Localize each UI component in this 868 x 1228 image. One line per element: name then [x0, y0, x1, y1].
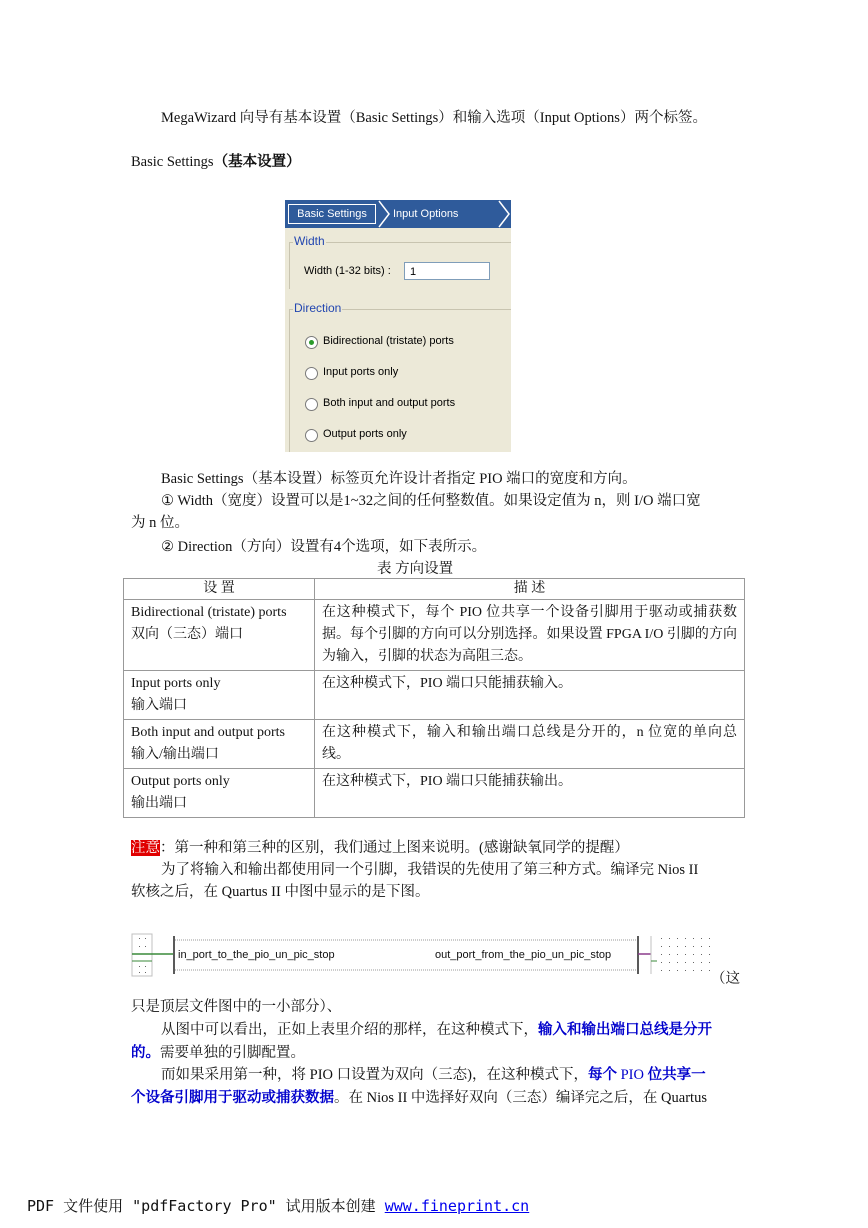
para-direction: ② Direction（方向）设置有4个选项，如下表所示。	[161, 539, 487, 555]
header-description: 描 述	[315, 579, 745, 600]
radio-bidirectional[interactable]	[305, 336, 318, 349]
setting-cn: 输入端口	[131, 698, 187, 713]
table-caption: 表 方向设置	[377, 561, 454, 577]
setting-cell	[124, 671, 315, 720]
para5-highlight-end: 的。	[131, 1045, 160, 1061]
table-row	[124, 769, 745, 818]
table-row	[124, 720, 745, 769]
para-conclusion-line1	[161, 1018, 712, 1039]
setting-cell	[124, 720, 315, 769]
radio-label-both: Both input and output ports	[323, 397, 456, 409]
table-row	[124, 600, 745, 671]
radio-label-input-only: Input ports only	[323, 366, 399, 378]
schematic-in-port-label: in_port_to_the_pio_un_pic_stop	[178, 949, 335, 961]
para-width-line2: 为 n 位。	[131, 515, 189, 531]
setting-en: Input ports only	[131, 676, 221, 691]
para-mistake-line2: 软核之后，在 Quartus II 中图中显示的是下图。	[131, 884, 430, 900]
note-label: 注意	[131, 840, 160, 856]
radio-output-only[interactable]	[305, 429, 318, 442]
para6-text-end: 。在 Nios II 中选择好双向（三态）编译完之后，在 Quartus	[334, 1090, 707, 1106]
pdf-footer	[27, 1195, 529, 1216]
width-input[interactable]: 1	[404, 262, 490, 280]
radio-input-only[interactable]	[305, 367, 318, 380]
setting-cell	[124, 600, 315, 671]
para5-text-end: 需要单独的引脚配置。	[160, 1045, 305, 1061]
setting-cn: 输出端口	[131, 796, 187, 811]
para5-text: 从图中可以看出，正如上表里介绍的那样，在这种模式下，	[161, 1022, 538, 1038]
tab-input-options[interactable]: Input Options	[393, 208, 459, 220]
setting-en: Both input and output ports	[131, 725, 285, 740]
note-paragraph	[131, 836, 629, 857]
para-conclusion-line2	[131, 1041, 305, 1062]
intro-paragraph: MegaWizard 向导有基本设置（Basic Settings）和输入选项（Input Options）两个标签。	[161, 110, 707, 126]
figure-note-end: 只是顶层文件图中的一小部分）、	[131, 999, 342, 1015]
radio-label-bidirectional: Bidirectional (tristate) ports	[323, 335, 454, 347]
description-cell: 在这种模式下，输入和输出端口总线是分开的，n 位宽的单向总线。	[315, 720, 745, 769]
para6-highlight2: PIO	[616, 1067, 648, 1083]
header-setting: 设 置	[124, 579, 315, 600]
section-title-en: Basic Settings	[131, 154, 214, 170]
radio-label-output-only: Output ports only	[323, 428, 407, 440]
section-title-cn: （基本设置）	[213, 154, 301, 170]
description-cell: 在这种模式下，PIO 端口只能捕获输出。	[315, 769, 745, 818]
direction-table	[123, 578, 745, 818]
para6-text: 而如果采用第一种，将 PIO 口设置为双向（三态)，在这种模式下，	[161, 1067, 588, 1083]
footer-link[interactable]: www.fineprint.cn	[384, 1197, 530, 1215]
para5-highlight: 输入和输出端口总线是分开	[538, 1022, 712, 1038]
figure-note-start: （这	[711, 971, 740, 987]
section-title	[131, 150, 301, 171]
setting-cn: 双向（三态）端口	[131, 627, 243, 642]
description-cell: 在这种模式下，PIO 端口只能捕获输入。	[315, 671, 745, 720]
chevron-right-icon	[377, 200, 391, 228]
width-label: Width (1-32 bits) :	[304, 265, 391, 277]
tab-basic-settings[interactable]: Basic Settings	[288, 204, 376, 224]
chevron-right-icon	[498, 200, 511, 228]
para-width-line1: ① Width（宽度）设置可以是1~32之间的任何整数值。如果设定值为 n，则 I/O 端口宽	[161, 493, 701, 509]
setting-cn: 输入/输出端口	[131, 747, 219, 762]
para-basic-settings: Basic Settings（基本设置）标签页允许设计者指定 PIO 端口的宽度和方向。	[161, 471, 637, 487]
schematic-out-port-label: out_port_from_the_pio_un_pic_stop	[435, 949, 612, 961]
setting-en: Output ports only	[131, 774, 230, 789]
footer-text: PDF 文件使用 "pdfFactory Pro" 试用版本创建	[27, 1197, 385, 1215]
para-bidirectional-line1	[161, 1063, 706, 1084]
width-legend: Width	[294, 234, 325, 248]
radio-both[interactable]	[305, 398, 318, 411]
wizard-tab-bar	[285, 200, 511, 228]
table-row	[124, 671, 745, 720]
direction-legend: Direction	[294, 301, 342, 315]
description-cell: 在这种模式下，每个 PIO 位共享一个设备引脚用于驱动或捕获数据。每个引脚的方向可以分别选择。如果设置 FPGA I/O 引脚的方向为输入，引脚的状态为高阻三态。	[315, 600, 745, 671]
para6-highlight1: 每个	[587, 1067, 617, 1083]
note-text: ：第一种和第三种的区别，我们通过上图来说明。(感谢缺氧同学的提醒）	[160, 840, 629, 856]
setting-en: Bidirectional (tristate) ports	[131, 605, 287, 620]
para-mistake-line1: 为了将输入和输出都使用同一个引脚，我错误的先使用了第三种方式。编译完 Nios II	[161, 862, 699, 878]
schematic-figure	[131, 932, 713, 978]
setting-cell	[124, 769, 315, 818]
para6-highlight4: 个设备引脚用于驱动或捕获数据	[131, 1090, 334, 1106]
megawizard-screenshot	[285, 200, 511, 452]
table-header-row	[124, 579, 745, 600]
para6-highlight3: 位共享一	[647, 1067, 706, 1083]
para-bidirectional-line2	[131, 1086, 707, 1107]
